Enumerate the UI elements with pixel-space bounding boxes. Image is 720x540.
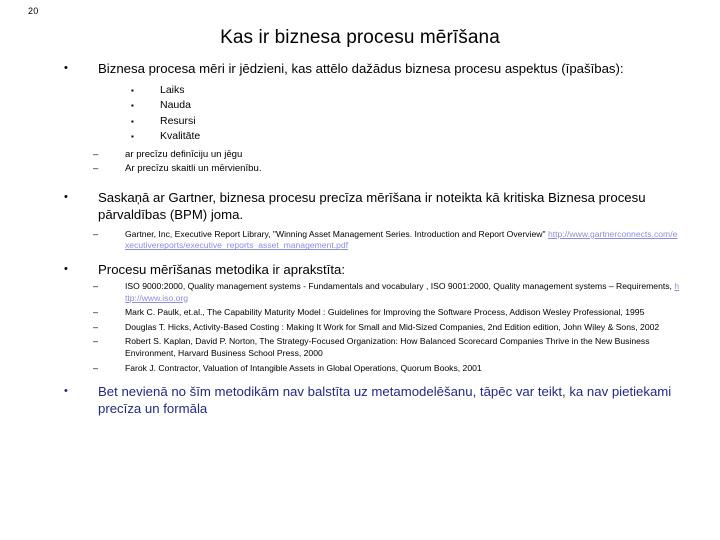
spacer: [0, 177, 720, 189]
square-bullet-icon: ▪: [131, 86, 134, 95]
dash-bullet-icon: –: [93, 228, 99, 239]
dash-bullet-icon: –: [93, 336, 99, 347]
bullet-level2-definicija-label: ar precīzu definīciju un jēgu: [125, 148, 243, 160]
slide-number: 20: [28, 6, 39, 16]
bullet-level1-4-label: Bet nevienā no šīm metodikām nav balstīta uz metamodelēšanu, tāpēc var teikt, ka nav pietiekami precīza un formāla: [98, 384, 672, 417]
round-bullet-icon: •: [64, 263, 68, 275]
round-bullet-icon: •: [64, 385, 68, 398]
slide-body: [0, 60, 720, 417]
bullet-level3-laiks-label: Laiks: [160, 84, 185, 96]
reference-iso-link[interactable]: http://www.iso.org: [125, 281, 680, 303]
reference-gartner-text: Gartner, Inc, Executive Report Library, "Winning Asset Management Series. Introduction and Report Overview": [125, 228, 548, 239]
bullet-level2-skaitlis: [0, 162, 720, 177]
square-bullet-icon: ▪: [131, 101, 134, 111]
reference-contractor-text: Farok J. Contractor, Valuation of Intangible Assets in Global Operations, Quorum Books, 2001: [125, 362, 482, 373]
bullet-level1-2: [0, 189, 720, 223]
bullet-level2-skaitlis-label: Ar precīzu skaitli un mērvienību.: [125, 163, 262, 175]
bullet-level3-resursi-label: Resursi: [160, 114, 196, 127]
bullet-level3-laiks: [0, 83, 720, 98]
bullet-level2-definicija: [0, 148, 720, 163]
dash-bullet-icon: –: [93, 362, 99, 373]
reference-hicks-text: Douglas T. Hicks, Activity-Based Costing : Making It Work for Small and Mid-Sized Companies, 2nd Edition edition, John Wiley & Sons, 2002: [125, 321, 660, 332]
bullet-level3-resursi: [0, 114, 720, 129]
reference-iso-text: ISO 9000:2000, Quality management systems - Fundamentals and vocabulary , ISO 9001:2000, Quality management systems – Requirements,: [125, 281, 675, 291]
reference-paulk: [0, 307, 720, 319]
spacer: [0, 374, 720, 383]
bullet-level1-3: [0, 261, 720, 278]
bullet-level3-nauda: [0, 98, 720, 113]
reference-gartner: [0, 229, 720, 252]
round-bullet-icon: •: [64, 190, 68, 203]
reference-kaplan-text: Robert S. Kaplan, David P. Norton, The Strategy-Focused Organization: How Balanced Scorecard Companies Thrive in the New Business Environment, Harvard Business School Press, 2000: [125, 336, 650, 358]
dash-bullet-icon: –: [93, 281, 99, 291]
bullet-level1-2-label: Saskaņā ar Gartner, biznesa procesu precīza mērīšana ir noteikta kā kritiska Biznesa procesu pārvaldības (BPM) joma.: [98, 189, 646, 222]
dash-bullet-icon: –: [93, 148, 99, 160]
round-bullet-icon: •: [64, 62, 68, 74]
dash-bullet-icon: –: [93, 163, 99, 175]
reference-hicks: [0, 322, 720, 334]
reference-kaplan: [0, 336, 720, 359]
bullet-level1-1: [0, 60, 720, 77]
page-title: Kas ir biznesa procesu mērīšana: [220, 27, 500, 48]
bullet-level1-3-label: Procesu mērīšanas metodika ir aprakstīta:: [98, 262, 346, 277]
bullet-level3-kvalitate: [0, 129, 720, 144]
reference-paulk-text: Mark C. Paulk, et.al., The Capability Maturity Model : Guidelines for Improving the Software Process, Addison Wesley Professional, 1995: [125, 307, 645, 318]
bullet-level1-4: [0, 383, 720, 417]
reference-contractor: [0, 363, 720, 375]
dash-bullet-icon: –: [93, 321, 99, 332]
reference-gartner-link[interactable]: http://www.gartnerconnects.com/executivereports/executive_reports_asset_management.pdf: [125, 228, 678, 251]
square-bullet-icon: ▪: [131, 116, 134, 126]
spacer: [0, 252, 720, 261]
bullet-level3-nauda-label: Nauda: [160, 99, 191, 112]
dash-bullet-icon: –: [93, 307, 99, 318]
bullet-level3-kvalitate-label: Kvalitāte: [160, 130, 201, 143]
bullet-level1-1-label: Biznesa procesa mēri ir jēdzieni, kas attēlo dažādus biznesa procesu aspektus (īpašības):: [98, 61, 624, 76]
reference-iso: [0, 281, 720, 304]
square-bullet-icon: ▪: [131, 132, 134, 142]
